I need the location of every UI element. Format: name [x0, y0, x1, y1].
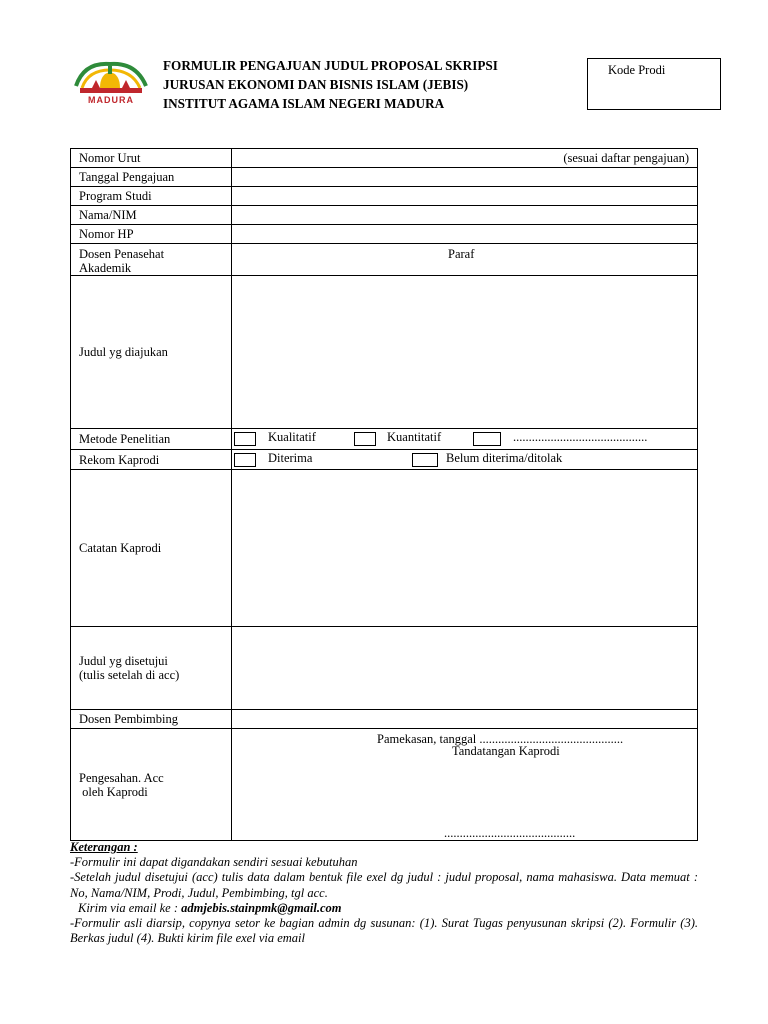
note-2-email-prefix: Kirim via email ke :	[78, 900, 182, 915]
judul-acc-label-line1: Judul yg disetujui	[79, 654, 168, 668]
logo-text: MADURA	[88, 95, 134, 105]
header-line-1: FORMULIR PENGAJUAN JUDUL PROPOSAL SKRIPSI	[163, 58, 498, 73]
row-nomor-urut	[71, 149, 698, 168]
kualitatif-checkbox[interactable]	[234, 432, 256, 446]
application-form-table	[70, 148, 698, 841]
keterangan-notes	[70, 840, 698, 946]
judul-acc-label-line2: (tulis setelah di acc)	[79, 668, 180, 682]
row-pengesahan	[71, 729, 698, 841]
pengesahan-label-line2: oleh Kaprodi	[79, 784, 148, 799]
row-nama-nim	[71, 206, 698, 225]
row-tanggal-pengajuan	[71, 168, 698, 187]
diterima-label: Diterima	[268, 451, 313, 465]
note-2: -Setelah judul disetujui (acc) tulis data dalam bentuk file exel dg judul : judul proposal, nama mahasiswa. Data memuat : No, Nama/NIM, Prodi, Judul, Pembimbing, tgl acc.	[70, 870, 698, 900]
judul-diajukan-field[interactable]	[232, 276, 698, 429]
row-dosen-pa	[71, 244, 698, 276]
institution-logo	[70, 58, 152, 108]
other-method-dots: ...........................................	[513, 430, 648, 444]
paraf-label: Paraf	[448, 247, 475, 261]
dosen-pa-label-line2: Akademik	[79, 261, 132, 275]
kualitatif-label: Kualitatif	[268, 430, 316, 444]
row-nomor-hp	[71, 225, 698, 244]
note-3: -Formulir asli diarsip, copynya setor ke bagian admin dg susunan: (1). Surat Tugas penyusunan skripsi (2). Formulir (3). Berkas judul (4). Bukti kirim file exel via email	[70, 916, 698, 946]
kuantitatif-checkbox[interactable]	[354, 432, 376, 446]
tanggal-pengajuan-label: Tanggal Pengajuan	[71, 168, 232, 187]
form-header	[163, 56, 498, 113]
notes-title: Keterangan :	[70, 840, 138, 854]
nomor-hp-field[interactable]	[232, 225, 698, 244]
note-1: -Formulir ini dapat digandakan sendiri sesuai kebutuhan	[70, 855, 358, 870]
note-2-email-line	[70, 901, 698, 916]
kode-prodi-box[interactable]	[587, 58, 721, 110]
email-address[interactable]: admjebis.stainpmk@gmail.com	[181, 900, 342, 915]
program-studi-label: Program Studi	[71, 187, 232, 206]
judul-diajukan-label: Judul yg diajukan	[71, 276, 232, 429]
signature-line: ..........................................	[444, 826, 576, 840]
judul-acc-label	[71, 627, 232, 710]
row-program-studi	[71, 187, 698, 206]
nomor-urut-field[interactable]	[232, 149, 698, 168]
pembimbing-field[interactable]	[232, 710, 698, 729]
rekom-options	[232, 450, 698, 470]
tanggal-pengajuan-field[interactable]	[232, 168, 698, 187]
dosen-pa-label	[71, 244, 232, 276]
ditolak-label: Belum diterima/ditolak	[446, 451, 563, 465]
nomor-urut-label: Nomor Urut	[71, 149, 232, 168]
pengesahan-field[interactable]	[232, 729, 698, 841]
pengesahan-label	[71, 729, 232, 841]
other-method-checkbox[interactable]	[473, 432, 501, 446]
row-catatan-kaprodi	[71, 470, 698, 627]
row-judul-diajukan	[71, 276, 698, 429]
pembimbing-label: Dosen Pembimbing	[71, 710, 232, 729]
ditolak-checkbox[interactable]	[412, 453, 438, 467]
nama-nim-label: Nama/NIM	[71, 206, 232, 225]
row-rekom-kaprodi	[71, 450, 698, 470]
pengesahan-label-line1: Pengesahan. Acc	[79, 770, 164, 785]
row-judul-disetujui	[71, 627, 698, 710]
judul-acc-field[interactable]	[232, 627, 698, 710]
row-metode-penelitian	[71, 429, 698, 450]
metode-options	[232, 429, 698, 450]
metode-label: Metode Penelitian	[71, 429, 232, 450]
catatan-label: Catatan Kaprodi	[71, 470, 232, 627]
header-line-2: JURUSAN EKONOMI DAN BISNIS ISLAM (JEBIS)	[163, 77, 469, 92]
row-dosen-pembimbing	[71, 710, 698, 729]
kuantitatif-label: Kuantitatif	[387, 430, 442, 444]
diterima-checkbox[interactable]	[234, 453, 256, 467]
tandatangan-label: Tandatangan Kaprodi	[452, 744, 560, 758]
pamekasan-date: Pamekasan, tanggal ..............................................	[377, 732, 624, 746]
header-line-3: INSTITUT AGAMA ISLAM NEGERI MADURA	[163, 96, 445, 111]
rekom-label: Rekom Kaprodi	[71, 450, 232, 470]
kode-prodi-label: Kode Prodi	[608, 63, 666, 77]
nomor-hp-label: Nomor HP	[71, 225, 232, 244]
dosen-pa-field[interactable]	[232, 244, 698, 276]
nomor-urut-hint: (sesuai daftar pengajuan)	[563, 151, 689, 165]
program-studi-field[interactable]	[232, 187, 698, 206]
nama-nim-field[interactable]	[232, 206, 698, 225]
catatan-field[interactable]	[232, 470, 698, 627]
dosen-pa-label-line1: Dosen Penasehat	[79, 247, 165, 261]
